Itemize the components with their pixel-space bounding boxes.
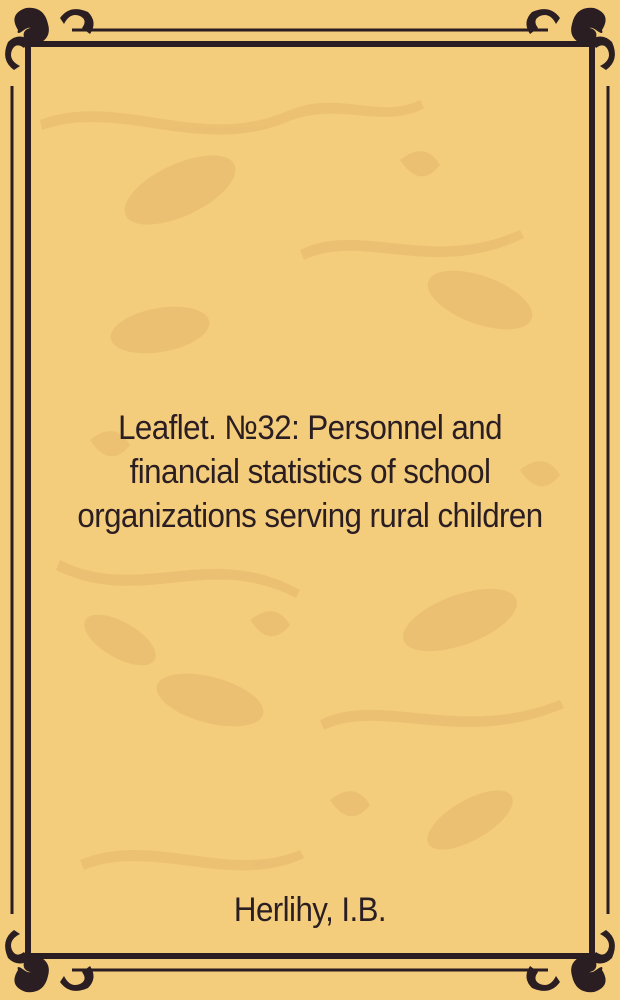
corner-ornament-top-left bbox=[5, 8, 93, 70]
book-author: Herlihy, I.B. bbox=[233, 891, 387, 929]
corner-ornament-bottom-left bbox=[5, 930, 93, 992]
corner-ornament-top-right bbox=[526, 8, 614, 70]
corner-ornament-bottom-right bbox=[526, 930, 614, 992]
book-title: Leaflet. №32: Personnel and financial statistics of school organizations serving rural children bbox=[77, 409, 543, 535]
